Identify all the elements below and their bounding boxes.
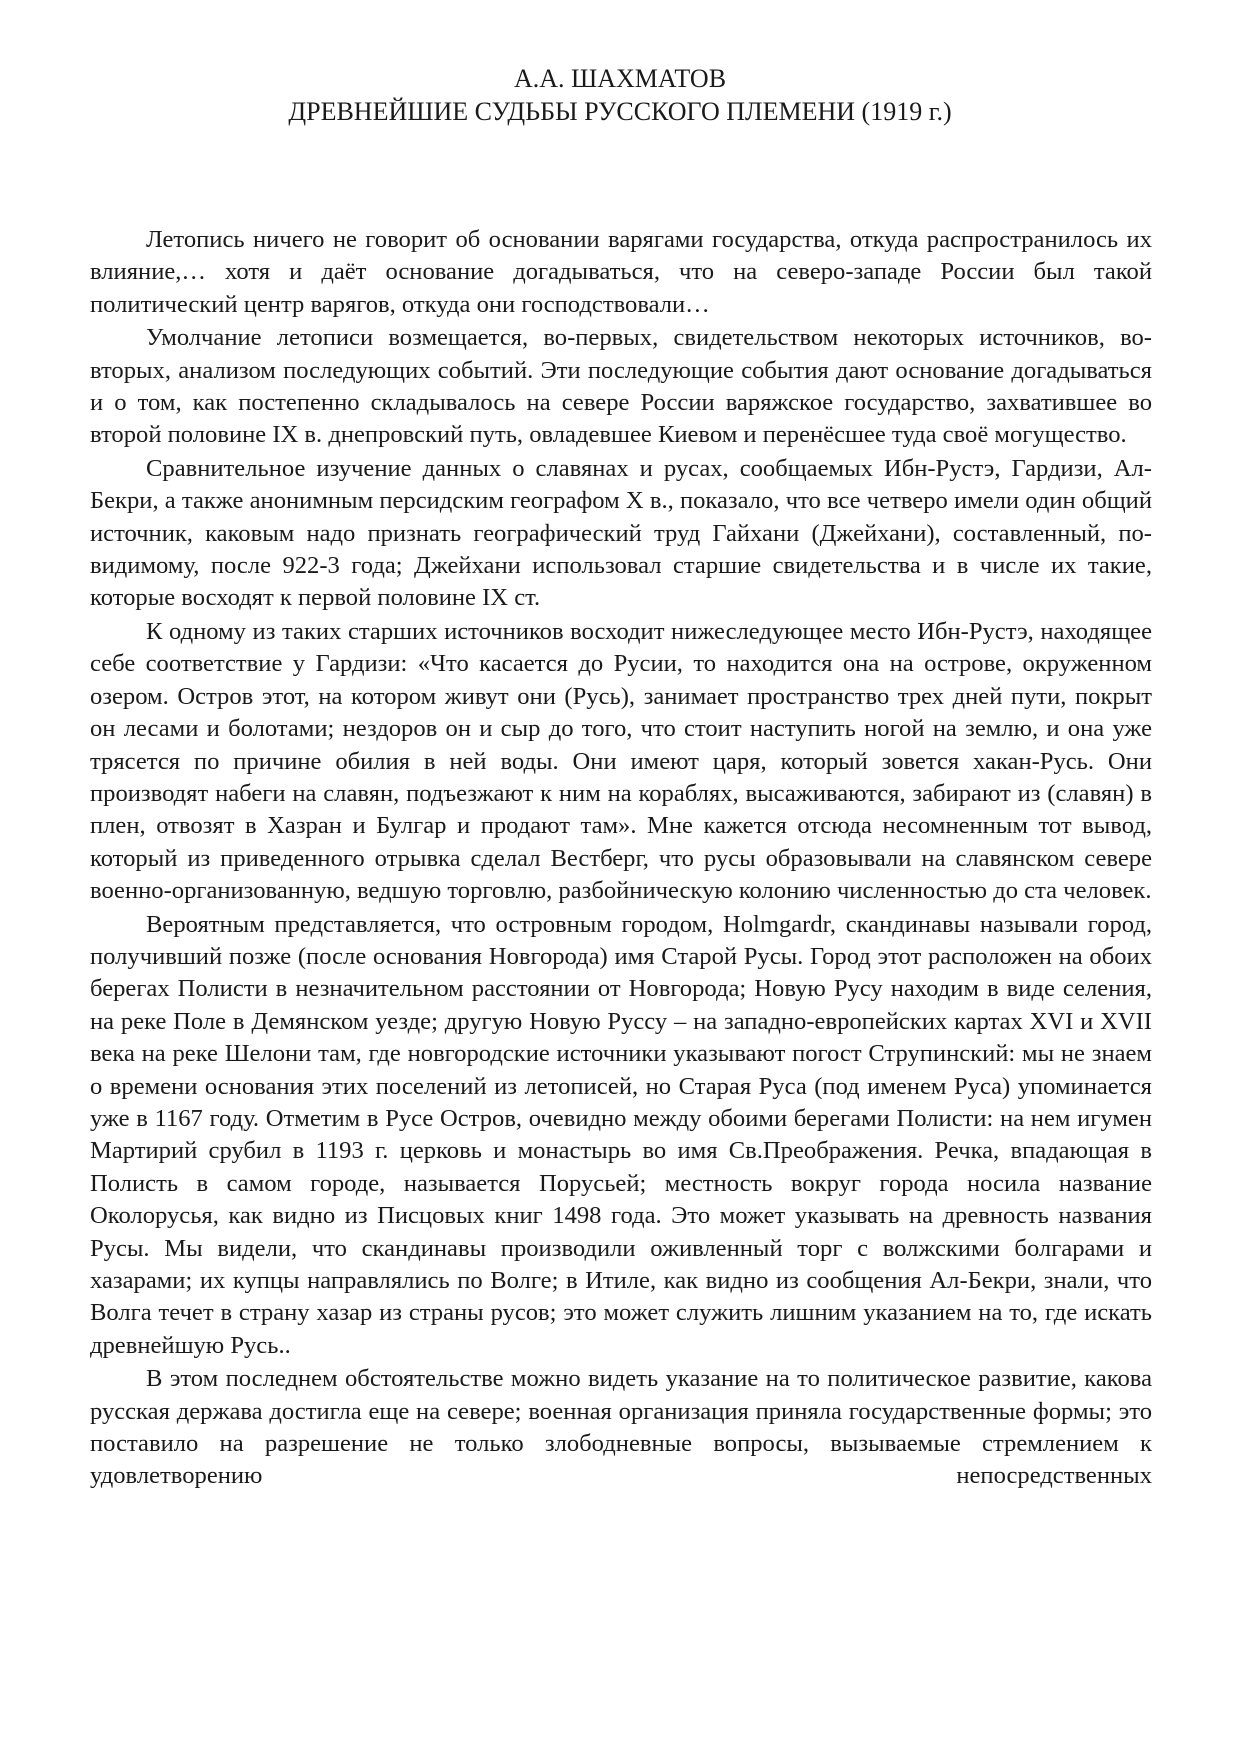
paragraph-3: Сравнительное изучение данных о славянах и русах, сообщаемых Ибн-Рустэ, Гардизи, Ал-Бекри, а также анонимным персидским географом X в., показало, что все четверо имели один общий источник, каковым надо признать географический труд Гайхани (Джейхани), составленный, по-видимому, после 922-3 года; Джейхани использовал старшие свидетельства и в числе их такие, которые восходят к первой половине IX ст. [90, 454, 1152, 612]
paragraph-5: Вероятным представляется, что островным городом, Holmgardr, скандинавы называли город, получивший позже (после основания Новгорода) имя Старой Русы. Город этот расположен на обоих берегах Полисти в незначительном расстоянии от Новгорода; Новую Русу находим в виде селения, на реке Поле в Демянском уезде; другую Новую Руссу – на западно-европейских картах XVI и XVII века на реке Шелони там, где новгородские источники указывают погост Струпинский: мы не знаем о времени основания этих поселений из летописей, но Старая Руса (под именем Руса) упоминается уже в 1167 году. Отметим в Русе Остров, очевидно между обоими берегами Полисти: на нем игумен Мартирий срубил в 1193 г. церковь и монастырь во имя Св.Преображения. Речка, впадающая в Полисть в самом городе, называется Порусьей; местность вокруг города носила название Околорусья, как видно из Писцовых книг 1498 года. Это может указывать на древность названия Русы. Мы видели, что скандинавы производили оживленный торг с волжскими болгарами и хазарами; их купцы направлялись по Волге; в Итиле, как видно из сообщения Ал-Бекри, знали, что Волга течет в страну хазар из страны русов; это может служить лишним указанием на то, где искать древнейшую Русь.. [90, 910, 1152, 1359]
paragraph-2: Умолчание летописи возмещается, во-первых, свидетельством некоторых источников, во-вторых, анализом последующих событий. Эти последующие события дают основание догадываться и о том, как постепенно складывалось на севере России варяжское государство, захватившее во второй половине IX в. днепровский путь, овладевшее Киевом и перенёсшее туда своё могущество. [90, 324, 1152, 449]
document-body [90, 224, 1152, 1494]
document-title: ДРЕВНЕЙШИЕ СУДЬБЫ РУССКОГО ПЛЕМЕНИ (1919 г.) [288, 97, 952, 126]
paragraph-6: В этом последнем обстоятельстве можно видеть указание на то политическое развитие, какова русская держава достигла еще на севере; военная организация приняла государственные формы; это поставило на разрешение не только злободневные вопросы, вызываемые стремлением к удовлетворению непосредственных [90, 1365, 1152, 1490]
paragraph-1: Летопись ничего не говорит об основании варягами государства, откуда распространилось их влияние,… хотя и даёт основание догадываться, что на северо-западе России был такой политический центр варягов, откуда они господствовали… [90, 226, 1152, 318]
author-name: А.А. ШАХМАТОВ [513, 64, 727, 93]
paragraph-4: К одному из таких старших источников восходит нижеследующее место Ибн-Рустэ, находящее себе соответствие у Гардизи: «Что касается до Русии, то находится она на острове, окруженном озером. Остров этот, на котором живут они (Русь), занимает пространство трех дней пути, покрыт он лесами и болотами; нездоров он и сыр до того, что стоит наступить ногой на землю, и она уже трясется по причине обилия в ней воды. Они имеют царя, который зовется хакан-Русь. Они производят набеги на славян, подъезжают к ним на кораблях, высаживаются, забирают из (славян) в плен, отвозят в Хазран и Булгар и продают там». Мне кажется отсюда несомненным тот вывод, который из приведенного отрывка сделал Вестберг, что русы образовывали на славянском севере военно-организованную, ведшую торговлю, разбойническую колонию численностью до ста человек. [90, 617, 1152, 905]
document-header [90, 62, 1150, 128]
